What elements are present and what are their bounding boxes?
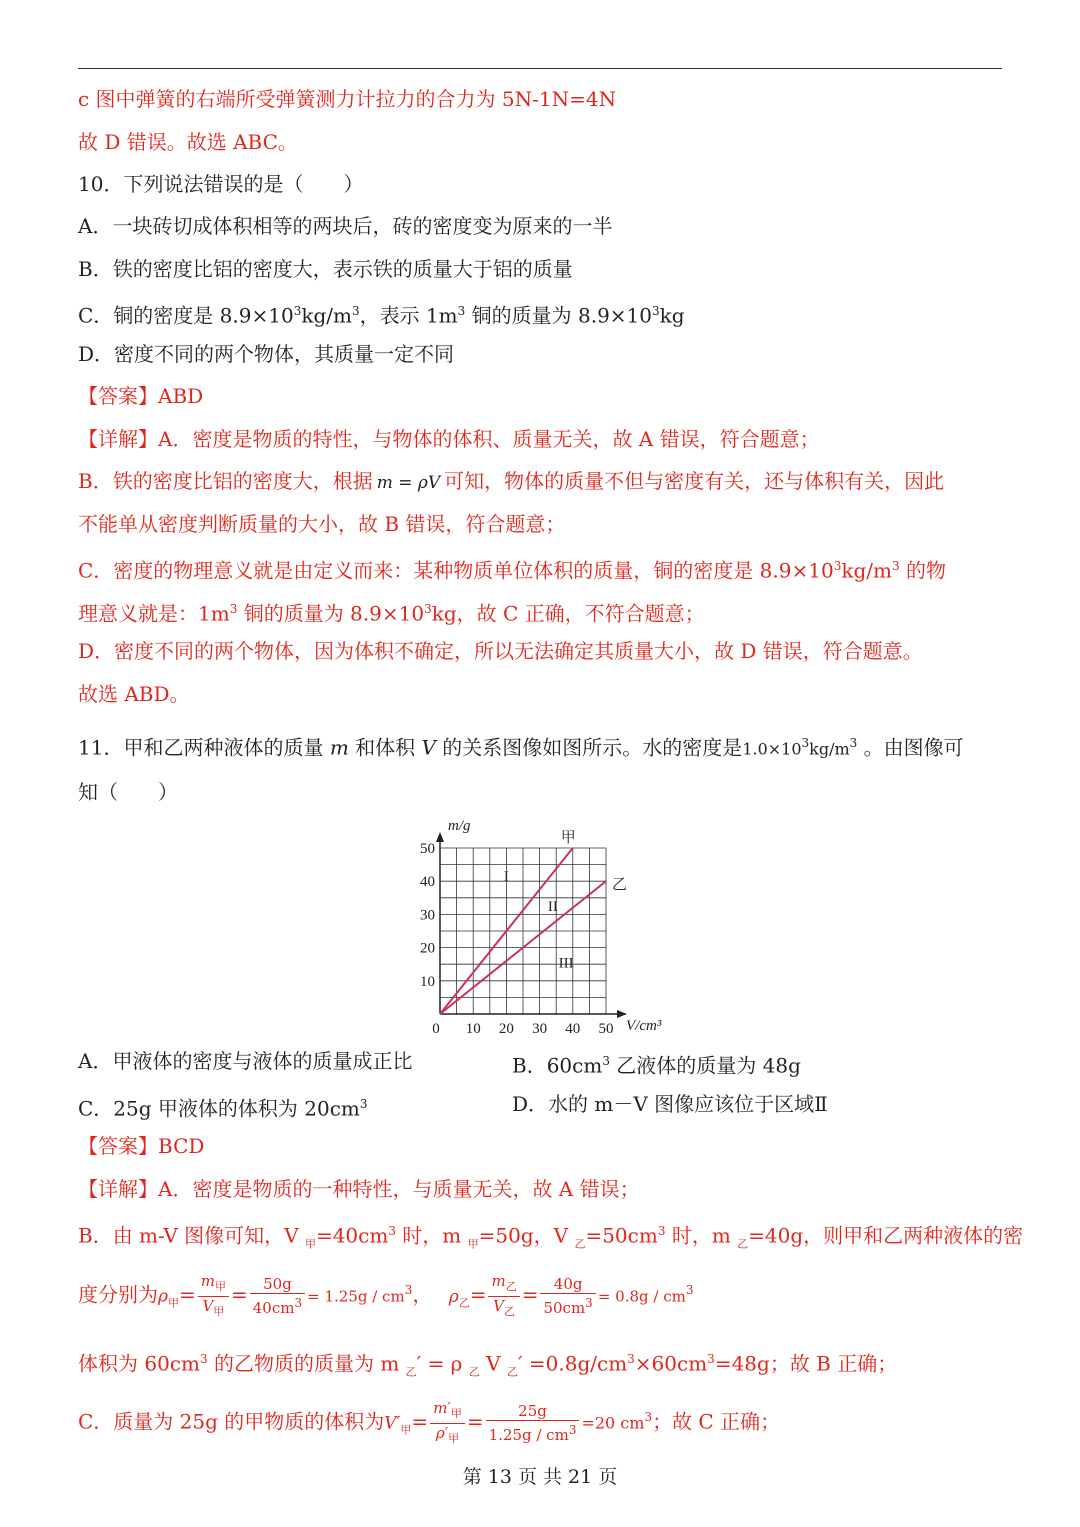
- num: [488, 1272, 519, 1297]
- q11-answer: 【答案】BCD: [78, 1134, 205, 1158]
- sup: 3: [801, 736, 810, 750]
- text: ′ =0.8g/cm: [517, 1351, 628, 1376]
- fraction: [250, 1275, 305, 1317]
- text: C．25g 甲液体的体积为 20cm: [78, 1096, 360, 1121]
- q10-option-d: D．密度不同的两个物体，其质量一定不同: [78, 342, 455, 366]
- var: m: [491, 1271, 506, 1290]
- q10-exp-3: 不能单从密度判断质量的大小，故 B 错误，符合题意；: [78, 512, 566, 536]
- sup: 3: [568, 1423, 577, 1438]
- eq: =: [466, 1409, 484, 1434]
- text: ×60cm: [634, 1351, 708, 1376]
- text: 度分别为: [78, 1282, 158, 1307]
- text: 的物: [899, 558, 946, 583]
- text: B．由 m-V 图像可知，V: [78, 1223, 305, 1248]
- q11-exp-3: [78, 1270, 693, 1324]
- q10-exp-5: [78, 596, 705, 627]
- num: [430, 1399, 465, 1424]
- sub: 甲: [215, 1279, 226, 1293]
- sup: 3: [388, 1224, 396, 1238]
- q11-option-c: [78, 1091, 368, 1122]
- text: =50g，V: [478, 1223, 575, 1248]
- eq: =: [179, 1282, 196, 1307]
- y-tick-label: 30: [420, 907, 435, 924]
- sup: 3: [627, 1352, 635, 1366]
- q11-option-b: [512, 1048, 801, 1079]
- sub: 甲: [400, 1423, 412, 1437]
- sup: 3: [229, 602, 238, 616]
- text: C．质量为 25g 的甲物质的体积为: [78, 1409, 385, 1434]
- sub: 甲: [213, 1304, 225, 1318]
- var-v: V: [421, 735, 436, 760]
- rho: ρ: [448, 1286, 459, 1307]
- text: kg/m: [301, 303, 352, 328]
- text: =50cm: [585, 1223, 658, 1248]
- fraction: [488, 1272, 519, 1321]
- text: 铜的质量为 8.9×10: [237, 601, 425, 626]
- text: kg/m: [841, 558, 892, 583]
- y-axis-arrow: [436, 832, 444, 842]
- text: C．密度的物理意义就是由定义而来：某种物质单位体积的质量，铜的密度是 8.9×10: [78, 558, 834, 583]
- sup: 3: [351, 304, 360, 318]
- text: ，: [412, 1282, 433, 1307]
- region-label: I: [503, 869, 509, 886]
- fraction: [486, 1402, 580, 1444]
- sup: 3: [657, 1224, 666, 1238]
- water-unit: kg/m: [809, 739, 850, 759]
- sub: 乙: [506, 1365, 518, 1379]
- sup: 3: [652, 304, 660, 318]
- den: [488, 1297, 519, 1321]
- x-axis-arrow: [617, 1010, 627, 1018]
- text: 11．甲和乙两种液体的质量: [78, 735, 330, 760]
- sub: 甲: [450, 1406, 462, 1420]
- text: 可知，物体的质量不但与密度有关，还与体积有关，因此: [444, 469, 945, 493]
- num: 50g: [250, 1275, 305, 1294]
- sup: 3: [891, 559, 900, 573]
- x-tick-label: 10: [465, 1021, 481, 1037]
- x-tick-label: 20: [498, 1021, 514, 1037]
- sup: 3: [424, 602, 432, 616]
- text: 时，m: [395, 1223, 468, 1248]
- q11-exp-1: 【详解】A．密度是物质的一种特性，与质量无关，故 A 错误；: [78, 1177, 640, 1201]
- y-tick-label: 40: [420, 874, 435, 891]
- y-tick-label: 50: [420, 841, 435, 857]
- q11-stem-2: 知（ ）: [78, 780, 178, 804]
- q11-exp-5: [78, 1395, 780, 1453]
- var: m′: [433, 1398, 451, 1417]
- fraction: [430, 1399, 465, 1448]
- sub: 乙: [574, 1237, 586, 1251]
- var-m: m: [329, 735, 349, 760]
- eq: =: [521, 1282, 539, 1307]
- text: 的关系图像如图所示。水的密度是: [435, 735, 743, 760]
- q10-exp-7: 故选 ABD。: [78, 682, 190, 706]
- den: [198, 1297, 229, 1321]
- num: 25g: [486, 1402, 580, 1421]
- q11-exp-4: [78, 1346, 897, 1386]
- water-density: 1.0×10: [742, 739, 802, 759]
- sub: 乙: [458, 1296, 470, 1310]
- den: [540, 1294, 595, 1317]
- sub: 乙: [503, 1304, 515, 1318]
- text: 1.25g / cm: [488, 1426, 569, 1445]
- text: =40cm: [315, 1223, 389, 1248]
- q11-option-a: A．甲液体的密度与液体的质量成正比: [78, 1049, 413, 1073]
- sup: 3: [293, 304, 302, 318]
- sub: 乙: [505, 1279, 517, 1293]
- sub: 甲: [448, 1431, 460, 1445]
- prev-line-1: c 图中弹簧的右端所受弹簧测力计拉力的合力为 5N-1N=4N: [78, 87, 617, 111]
- q11-option-d: D．水的 m－V 图像应该位于区域Ⅱ: [512, 1092, 828, 1116]
- text: 时，m: [665, 1223, 738, 1248]
- series-label: 乙: [612, 877, 628, 894]
- prev-line-2: 故 D 错误。故选 ABC。: [78, 130, 298, 154]
- var: V: [202, 1296, 214, 1315]
- text: ；故 C 正确；: [652, 1409, 781, 1434]
- mass-volume-chart: [405, 815, 675, 1040]
- x-tick-label: 50: [598, 1021, 614, 1037]
- rho: ρ: [158, 1286, 168, 1307]
- eq: =: [231, 1282, 248, 1307]
- y-tick-label: 10: [420, 973, 435, 990]
- y-tick-label: 20: [420, 940, 435, 957]
- region-label: III: [558, 955, 574, 972]
- q10-exp-4: [78, 553, 946, 584]
- sub: 乙: [468, 1365, 480, 1379]
- sub: 甲: [467, 1237, 479, 1251]
- q11-exp-2: [78, 1218, 1023, 1258]
- text: kg: [659, 303, 685, 328]
- q10-answer: 【答案】ABD: [78, 384, 204, 408]
- text: 理意义就是：1m: [78, 601, 230, 626]
- var: V′: [384, 1413, 401, 1434]
- header-rule: [78, 68, 1002, 69]
- num: [198, 1272, 229, 1297]
- text: 40cm: [252, 1299, 295, 1318]
- num: 40g: [540, 1275, 595, 1294]
- sup: 3: [833, 559, 842, 573]
- text: B．铁的密度比铝的密度大，根据: [78, 469, 373, 493]
- sup: 3: [294, 1296, 303, 1311]
- text: =48g；故 B 正确；: [714, 1351, 898, 1376]
- q10-option-c: [78, 298, 685, 329]
- sub: 甲: [168, 1296, 179, 1310]
- sup: 3: [849, 736, 858, 750]
- text: 。由图像可: [857, 735, 964, 760]
- den: [486, 1421, 580, 1444]
- text: 体积为 60cm: [78, 1351, 200, 1376]
- text: kg，故 C 正确，不符合题意；: [431, 601, 705, 626]
- text: C．铜的密度是 8.9×10: [78, 303, 294, 328]
- x-axis-label: V/cm³: [626, 1018, 662, 1034]
- sub: 甲: [304, 1237, 316, 1251]
- text: ′ = ρ: [416, 1351, 469, 1376]
- text: =40g，则甲和乙两种液体的密: [748, 1223, 1024, 1248]
- series-label: 甲: [560, 830, 576, 846]
- text: ，表示 1m: [359, 303, 458, 328]
- text: 50cm: [543, 1299, 586, 1318]
- q10-option-b: B．铁的密度比铝的密度大，表示铁的质量大于铝的质量: [78, 257, 573, 281]
- var: m: [200, 1271, 215, 1290]
- x-tick-label: 40: [565, 1021, 581, 1037]
- result: = 0.8g / cm: [597, 1287, 686, 1306]
- x-tick-label: 30: [532, 1021, 548, 1037]
- sup: 3: [359, 1097, 368, 1111]
- text: 乙液体的质量为 48g: [609, 1053, 801, 1078]
- result: =20 cm: [581, 1413, 645, 1433]
- sup: 3: [457, 304, 466, 318]
- sub: 乙: [737, 1237, 749, 1251]
- fraction: [540, 1275, 595, 1317]
- q10-exp-6: D．密度不同的两个物体，因为体积不确定，所以无法确定其质量大小，故 D 错误，符合题意。: [78, 639, 923, 663]
- var: V: [493, 1296, 504, 1315]
- eq: =: [469, 1282, 487, 1307]
- sup: 3: [585, 1296, 593, 1311]
- result: = 1.25g / cm: [307, 1287, 405, 1306]
- eq: =: [411, 1409, 429, 1434]
- fraction: [198, 1272, 229, 1321]
- sup: 3: [404, 1283, 413, 1297]
- y-axis-label: m/g: [448, 818, 471, 834]
- q10-exp-2: [78, 468, 944, 496]
- sup: 3: [199, 1352, 208, 1366]
- q10-option-a: A．一块砖切成体积相等的两块后，砖的密度变为原来的一半: [78, 214, 613, 238]
- region-label: II: [547, 899, 558, 916]
- text: B．60cm: [512, 1053, 603, 1078]
- q10-stem: 10．下列说法错误的是（ ）: [78, 172, 364, 196]
- text: 铜的质量为 8.9×10: [465, 303, 653, 328]
- text: 的乙物质的质量为 m: [207, 1351, 406, 1376]
- den: [430, 1424, 465, 1448]
- sup: 3: [685, 1283, 694, 1297]
- sup: 3: [602, 1054, 610, 1068]
- var: ρ′: [435, 1423, 449, 1442]
- sub: 乙: [405, 1365, 417, 1379]
- q11-stem-1: [78, 730, 964, 763]
- q10-exp-1: 【详解】A．密度是物质的特性，与物体的体积、质量无关，故 A 错误，符合题意；: [78, 427, 820, 451]
- den: [250, 1294, 305, 1317]
- sup: 3: [644, 1410, 653, 1424]
- text: 和体积: [348, 735, 422, 760]
- page-footer: 第 13 页 共 21 页: [462, 1466, 618, 1488]
- x-tick-label: 0: [432, 1021, 440, 1037]
- sup: 3: [707, 1352, 715, 1366]
- formula: m = ρV: [376, 473, 441, 493]
- text: V: [479, 1351, 507, 1376]
